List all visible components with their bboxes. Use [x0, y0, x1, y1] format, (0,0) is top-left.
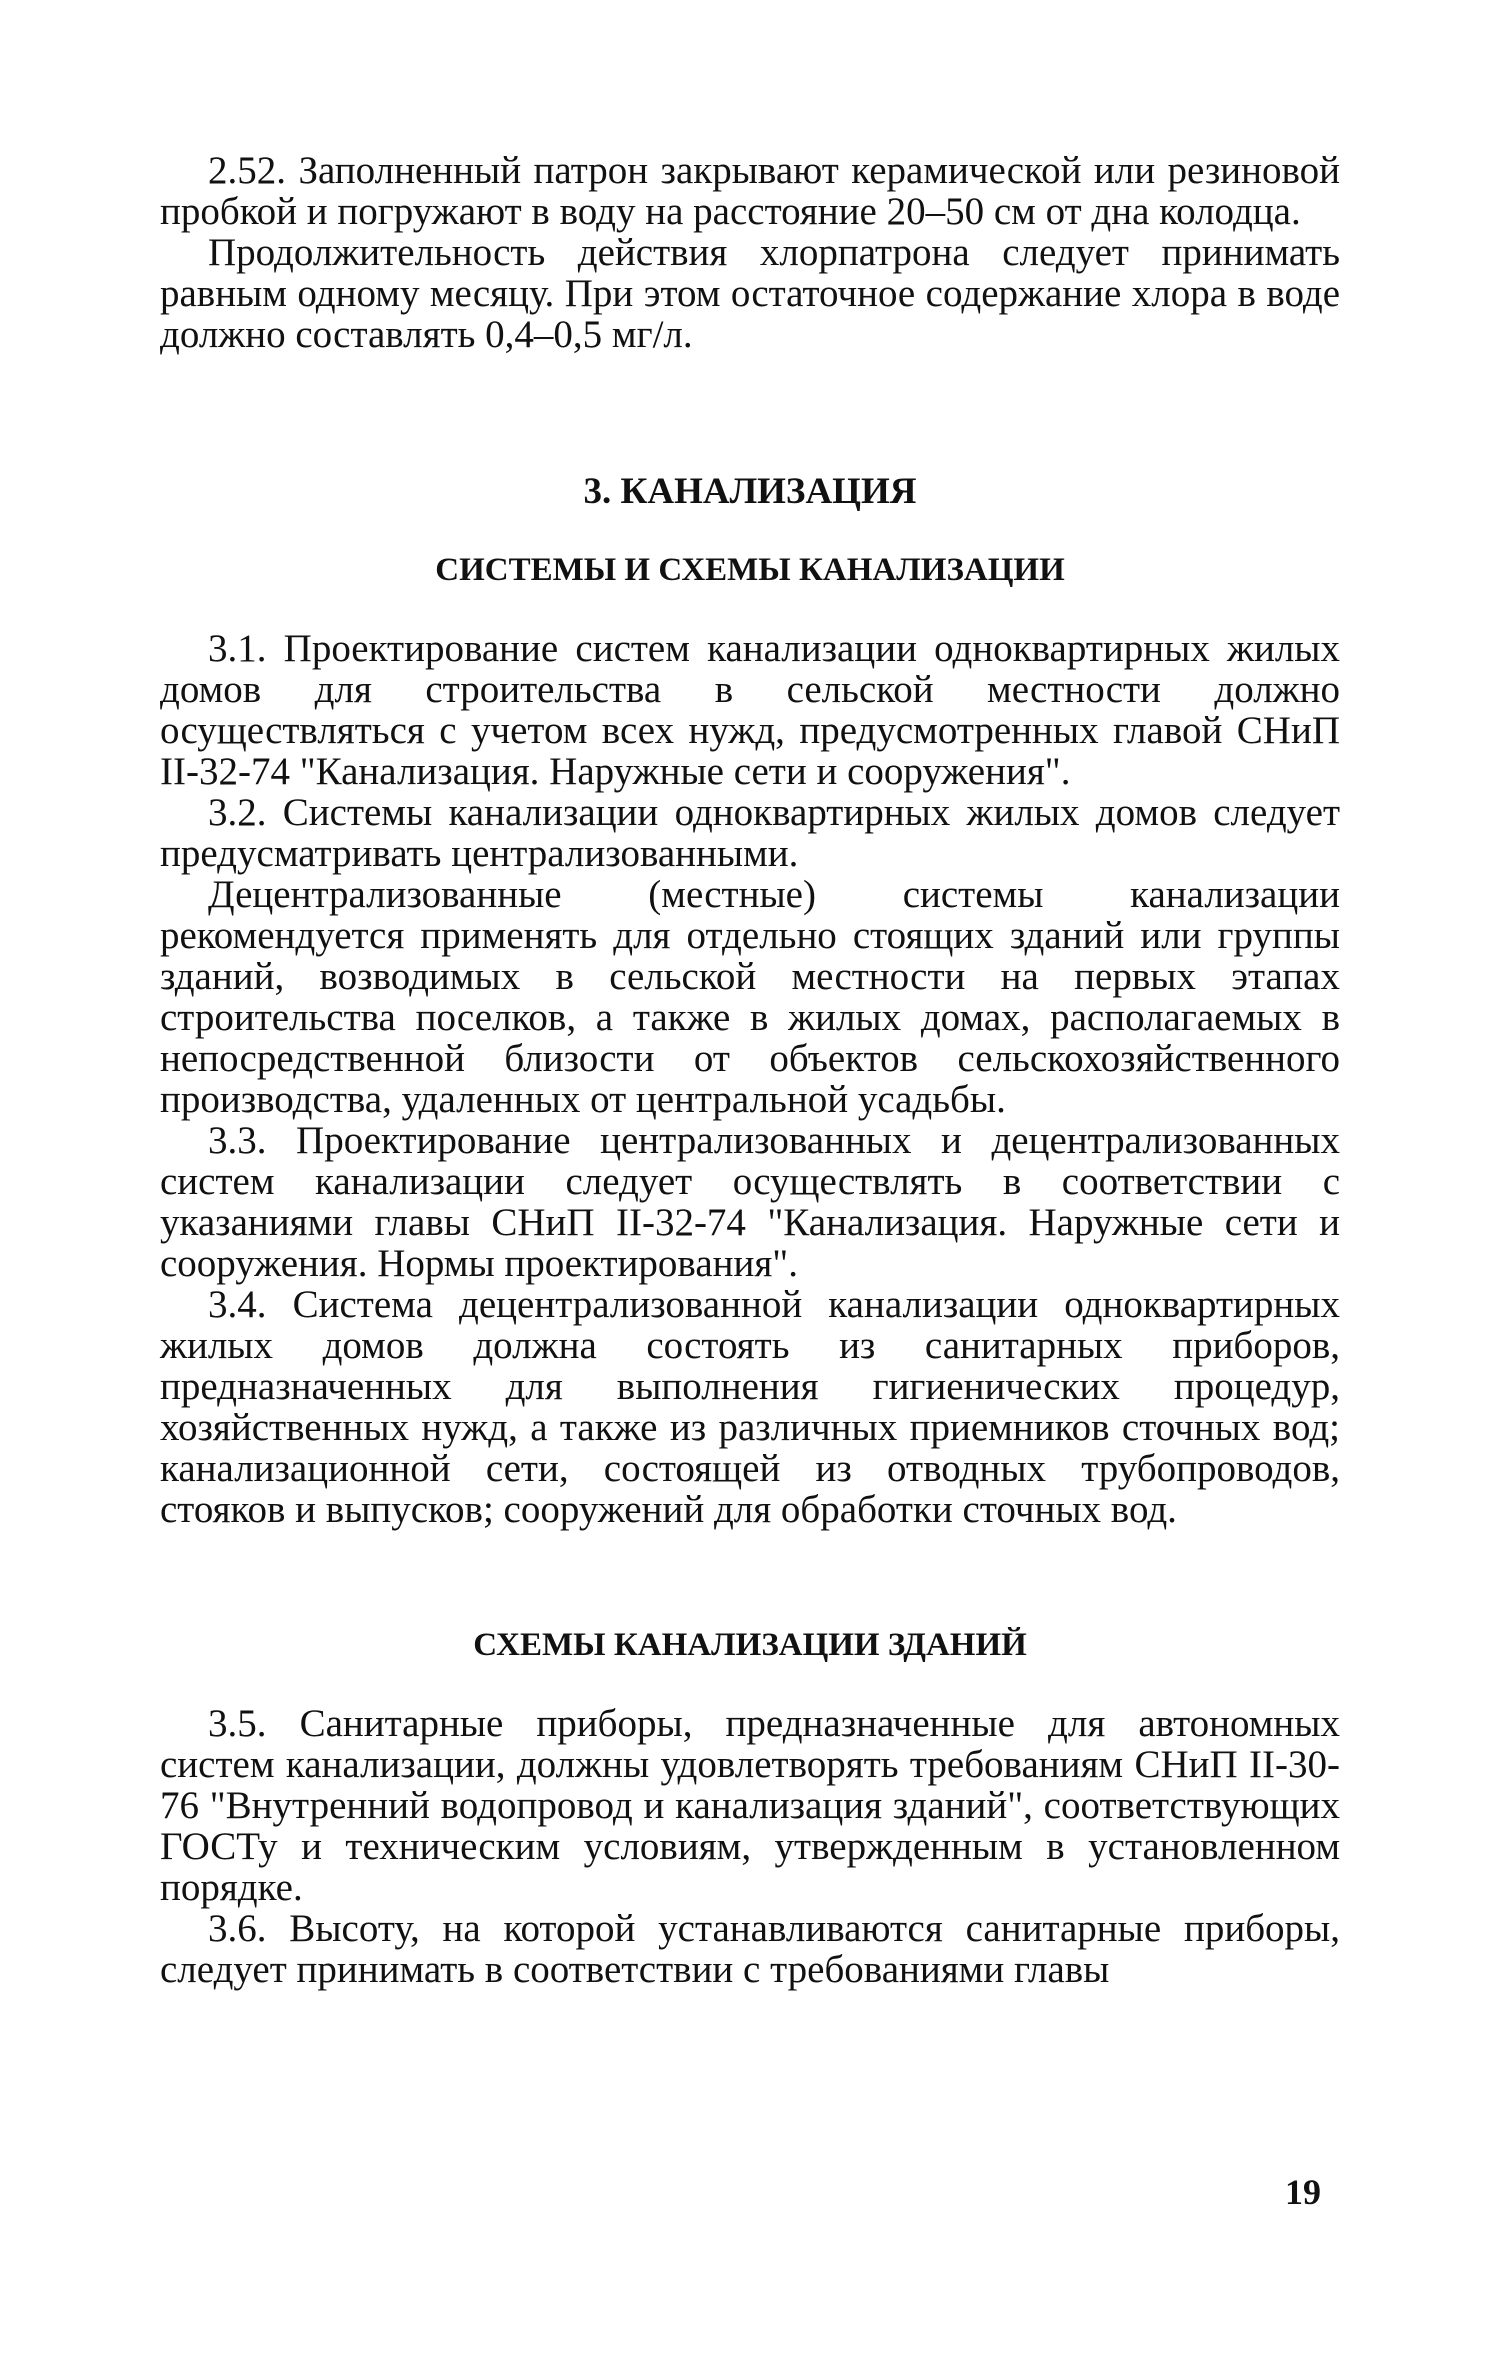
section-title: 3. КАНАЛИЗАЦИЯ — [583, 471, 917, 512]
spacer — [160, 355, 1340, 470]
paragraph-decentralized: Децентрализованные (местные) системы канализации рекомендуется применять для отдельно стоящих зданий или группы зданий, возводимых в сельской местности на первых этапах строительства поселков, а также в жилых домах, располагаемых в непосредственной близости от объектов сельскохозяйственного производства, удаленных от центральной усадьбы. — [160, 873, 1340, 1121]
paragraph-2-52: 2.52. Заполненный патрон закрывают керамической или резиновой пробкой и погружают в воду на расстояние 20–50 см от дна колодца. — [160, 149, 1340, 233]
paragraph-3-2: 3.2. Системы канализации одноквартирных жилых домов следует предусматривать централизованными. — [160, 791, 1340, 875]
spacer — [160, 1530, 1340, 1625]
paragraph-3-1: 3.1. Проектирование систем канализации одноквартирных жилых домов для строительства в сельской местности должно осуществляться с учетом всех нужд, предусмотренных главой СНиП II-32-74 "Канализация. Наружные сети и сооружения". — [160, 627, 1340, 793]
paragraph-3-6: 3.6. Высоту, на которой устанавливаются санитарные приборы, следует принимать в соответствии с требованиями главы — [160, 1907, 1340, 1991]
spacer — [160, 1665, 1340, 1703]
paragraph-3-3: 3.3. Проектирование централизованных и децентрализованных систем канализации следует осуществлять в соответствии с указаниями главы СНиП II-32-74 "Канализация. Наружные сети и сооружения. Нормы проектирования". — [160, 1119, 1340, 1285]
spacer — [160, 590, 1340, 628]
subsection-title-schemes: СХЕМЫ КАНАЛИЗАЦИИ ЗДАНИЙ — [473, 1627, 1027, 1663]
document-page — [160, 150, 1340, 1990]
paragraph-3-4: 3.4. Система децентрализованной канализации одноквартирных жилых домов должна состоять из санитарных приборов, предназначенных для выполнения гигиенических процедур, хозяйственных нужд, а также из различных приемников сточных вод; канализационной сети, состоящей из отводных трубопроводов, стояков и выпусков; сооружений для обработки сточных вод. — [160, 1283, 1340, 1531]
paragraph-3-5: 3.5. Санитарные приборы, предназначенные для автономных систем канализации, должны удовлетворять требованиям СНиП II-30-76 "Внутренний водопровод и канализация зданий", соответствующих ГОСТу и техническим условиям, утвержденным в установленном порядке. — [160, 1702, 1340, 1909]
paragraph-chlorine-duration: Продолжительность действия хлорпатрона следует принимать равным одному месяцу. При этом остаточное содержание хлора в воде должно составлять 0,4–0,5 мг/л. — [160, 231, 1340, 356]
subsection-title-systems: СИСТЕМЫ И СХЕМЫ КАНАЛИЗАЦИИ — [435, 552, 1065, 588]
spacer — [160, 514, 1340, 550]
page-number: 19 — [1285, 2172, 1321, 2212]
